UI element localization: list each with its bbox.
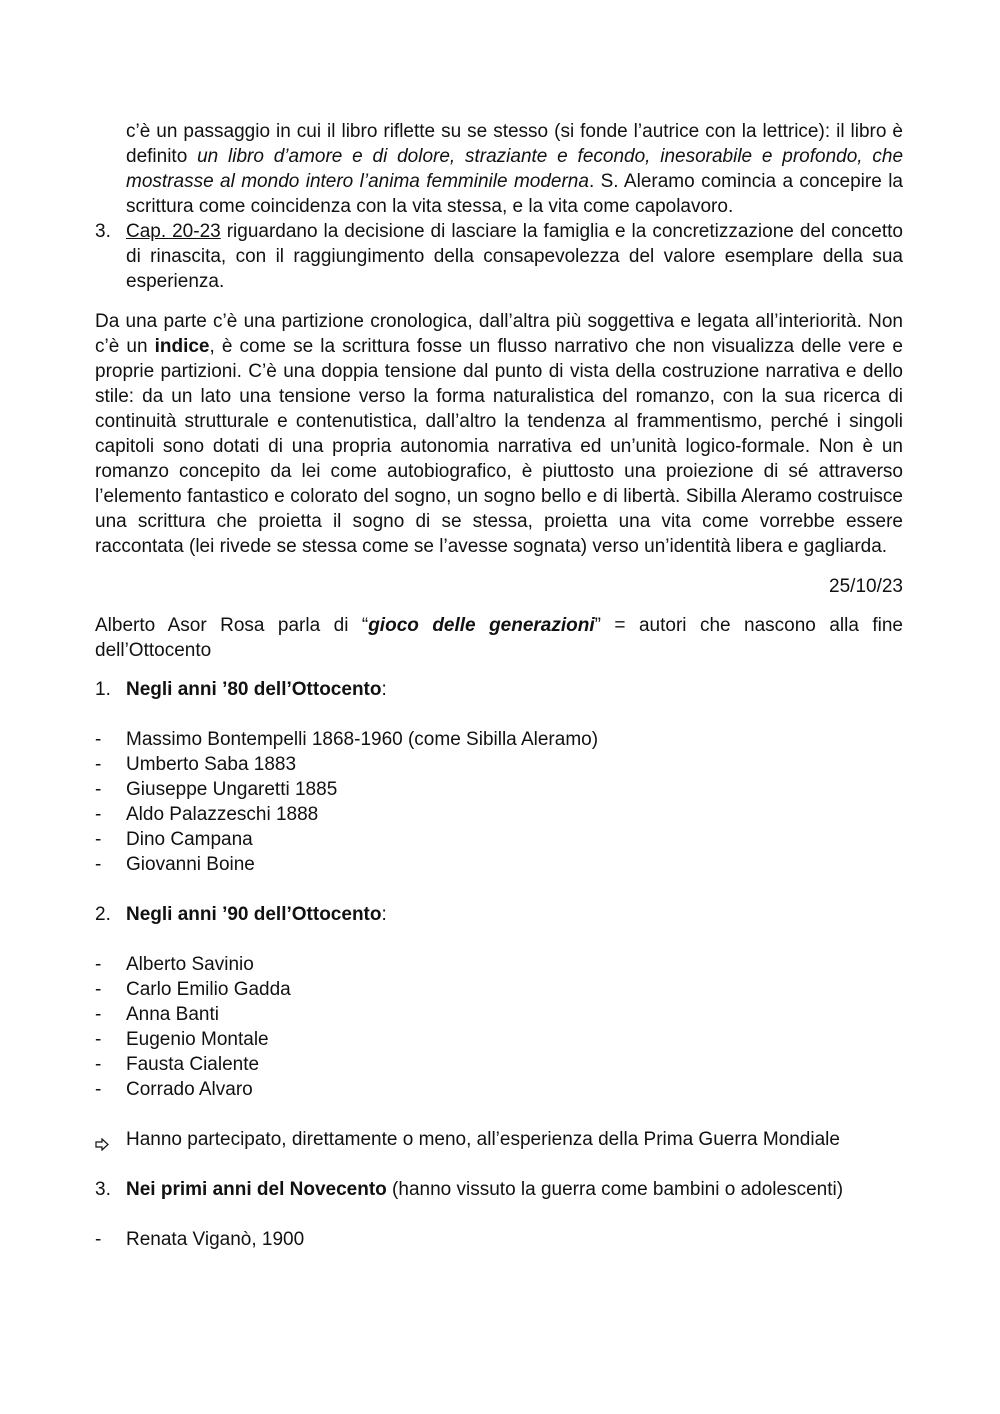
indice-term: indice [154,336,210,357]
lecture-date: 25/10/23 [829,576,903,597]
list-item [95,1027,903,1052]
item-number: 3. [95,221,111,242]
dash-bullet: - [95,1029,102,1050]
dash-bullet: - [95,729,102,750]
dash-bullet: - [95,1229,102,1250]
author-name: Eugenio Montale [126,1029,269,1050]
chapter-reference: Cap. 20-23 [126,221,221,242]
generation-2-heading [95,902,903,927]
dash-bullet: - [95,854,102,875]
document-page [95,119,903,1252]
book-definition-quote: un libro d’amore e di dolore, straziante e fecondo, inesorabile e profondo, che mostrasse al mondo intero l’anima femminile moderna [126,146,904,192]
author-name: Dino Campana [126,829,253,850]
item-number: 1. [95,679,111,700]
arrow-note-text: Hanno partecipato, direttamente o meno, all’esperienza della Prima Guerra Mondiale [126,1129,840,1150]
list-item [95,752,903,777]
list-item [95,777,903,802]
paragraph-text-a: Da una parte c’è una partizione cronologica, dall’altra più soggettiva e legata all’interiorità. Non c’è un [95,311,903,357]
item-3-text: riguardano la decisione di lasciare la famiglia e la concretizzazione del concetto di rinascita, con il raggiungimento della consapevolezza del valore esemplare della sua esperienza. [126,221,903,292]
item-number: 3. [95,1179,111,1200]
dash-bullet: - [95,779,102,800]
paragraph-text-b: , è come se la scrittura fosse un flusso narrativo che non visualizza delle vere e proprie partizioni. C’è una doppia tensione dal punto di vista della costruzione narrativa e dello stile: da un lato una tensione verso la forma naturalistica del romanzo, con la sua ricerca di continuità strutturale e contenutistica, dall’altro la tendenza al frammentismo, perché i singoli capitoli sono dotati di una propria autonomia narrativa ed un’unità logico-formale. Non è un romanzo concepito da lei come autobiografico, è piuttosto una proiezione di sé attraverso l’elemento fantastico e colorato del sogno, un sogno bello e di libertà. Sibilla Aleramo costruisce una scrittura che proietta il sogno di se stessa, proietta una vita come vorrebbe essere raccontata (lei rivede se stessa come se l’avesse sognata) verso un’identità libera e gagliarda. [95,336,903,557]
author-name: Anna Banti [126,1004,219,1025]
authors-list-1 [95,727,903,877]
list-item [95,977,903,1002]
list-item [95,1077,903,1102]
dash-bullet: - [95,1079,102,1100]
dash-bullet: - [95,829,102,850]
dash-bullet: - [95,754,102,775]
dash-bullet: - [95,804,102,825]
colon: : [381,679,387,700]
generation-title: Negli anni ’80 dell’Ottocento [126,679,382,700]
generation-title: Nei primi anni del Novecento [126,1179,387,1200]
item-number: 2. [95,904,111,925]
list-item [95,1227,903,1252]
generations-term: gioco delle generazioni [368,615,595,636]
dash-bullet: - [95,1004,102,1025]
dash-bullet: - [95,979,102,1000]
arrow-right-icon [95,1133,109,1158]
continuation-text-a: c’è un passaggio in cui il libro riflette su se stesso (si fonde l’autrice con la lettrice): il libro è definito [126,121,903,167]
authors-list-2 [95,952,903,1102]
author-name: Fausta Cialente [126,1054,260,1075]
list-item-3 [95,219,903,294]
author-name: Umberto Saba 1883 [126,754,297,775]
list-item [95,1052,903,1077]
generation-title: Negli anni ’90 dell’Ottocento [126,904,382,925]
generation-3-heading [95,1177,903,1202]
list-item-continuation [95,119,903,219]
author-name: Giuseppe Ungaretti 1885 [126,779,338,800]
author-name: Massimo Bontempelli 1868-1960 (come Sibilla Aleramo) [126,729,599,750]
authors-list-3 [95,1227,903,1252]
intro-paragraph [95,613,903,663]
generation-note: (hanno vissuto la guerra come bambini o adolescenti) [386,1179,844,1200]
list-item [95,852,903,877]
author-name: Giovanni Boine [126,854,255,875]
author-name: Aldo Palazzeschi 1888 [126,804,319,825]
list-item [95,827,903,852]
arrow-note [95,1127,903,1152]
intro-text-b: ” = autori che nascono alla fine dell’Ottocento [95,615,903,661]
list-item [95,1002,903,1027]
body-paragraph [95,309,903,559]
list-item [95,952,903,977]
author-name: Carlo Emilio Gadda [126,979,291,1000]
intro-text-a: Alberto Asor Rosa parla di “ [95,615,369,636]
dash-bullet: - [95,1054,102,1075]
author-name: Alberto Savinio [126,954,254,975]
list-item [95,802,903,827]
author-name: Renata Viganò, 1900 [126,1229,305,1250]
author-name: Corrado Alvaro [126,1079,253,1100]
continuation-text-b: . S. Aleramo comincia a concepire la scrittura come coincidenza con la vita stessa, e la vita come capolavoro. [126,171,903,217]
generation-1-heading [95,677,903,702]
list-item [95,727,903,752]
dash-bullet: - [95,954,102,975]
colon: : [381,904,387,925]
